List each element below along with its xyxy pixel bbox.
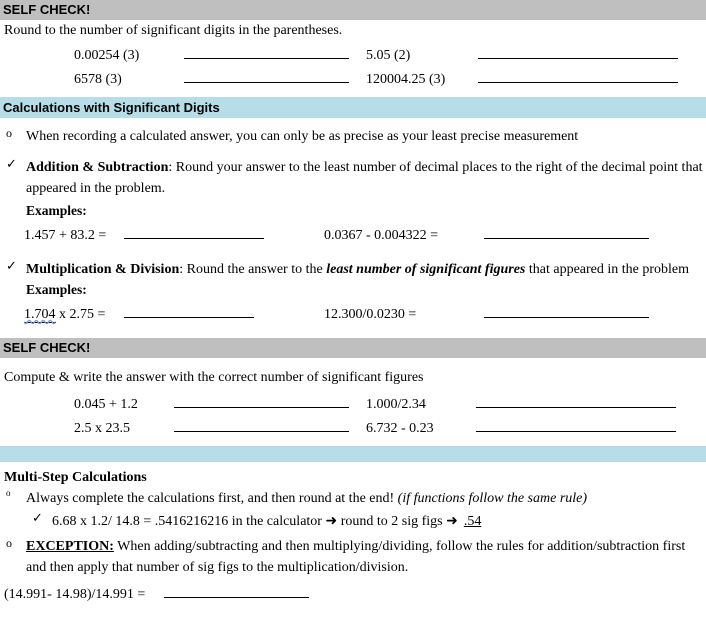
problem-row bbox=[366, 43, 678, 67]
exception-item bbox=[0, 536, 706, 578]
addition-examples bbox=[0, 223, 706, 249]
rule-body: : Round your answer to the least number of decimal places to the right of the decimal point that appeared in the problem. bbox=[26, 160, 703, 196]
answer-blank[interactable] bbox=[184, 67, 349, 83]
problem-row bbox=[14, 67, 366, 91]
example-expression: 6.68 x 1.2/ 14.8 = .5416216216 in the calculator bbox=[52, 514, 326, 529]
multi-step-item-text bbox=[26, 488, 706, 509]
calculations-intro-text: When recording a calculated answer, you can only be as precise as your least precise measurement bbox=[26, 129, 579, 144]
self-check-1-instruction: Round to the number of significant digits in the parentheses. bbox=[4, 23, 343, 38]
problem-row bbox=[366, 392, 676, 416]
answer-blank[interactable] bbox=[174, 416, 349, 432]
problem-label: 5.05 (2) bbox=[366, 48, 411, 63]
exception-label: EXCEPTION: bbox=[26, 539, 114, 554]
answer-blank[interactable] bbox=[124, 223, 264, 239]
multi-step-note: (if functions follow the same rule) bbox=[394, 491, 588, 506]
problem-label: 6.732 - 0.23 bbox=[366, 421, 434, 436]
rule-body: : Round the answer to the bbox=[179, 262, 327, 277]
answer-blank[interactable] bbox=[164, 582, 309, 598]
problem-column-left bbox=[14, 43, 366, 91]
examples-label: Examples: bbox=[26, 203, 87, 218]
bullet-icon: o bbox=[6, 126, 12, 140]
answer-blank[interactable] bbox=[174, 392, 349, 408]
multi-step-text: Always complete the calculations first, and then round at the end! bbox=[26, 491, 395, 506]
problem-label: 6578 (3) bbox=[74, 72, 122, 87]
spellcheck-term: 1.704 bbox=[24, 307, 56, 322]
exception-text bbox=[26, 536, 706, 578]
self-check-2-heading: SELF CHECK! bbox=[0, 338, 706, 358]
problem-label: 1.000/2.34 bbox=[366, 397, 426, 412]
problem-row bbox=[14, 416, 366, 440]
check-icon: ✓ bbox=[6, 259, 17, 274]
check-icon: ✓ bbox=[6, 157, 17, 172]
rule-text bbox=[26, 157, 706, 199]
final-problem-label: (14.991- 14.98)/14.991 = bbox=[4, 587, 146, 602]
problem-row bbox=[366, 416, 676, 440]
problem-label: 0.00254 (3) bbox=[74, 48, 140, 63]
example-expression bbox=[24, 307, 124, 323]
problem-column-left bbox=[14, 392, 366, 440]
answer-blank[interactable] bbox=[476, 416, 676, 432]
problem-column-right bbox=[366, 43, 678, 91]
multi-step-heading: Multi-Step Calculations bbox=[4, 470, 147, 485]
example-expression: 12.300/0.0230 = bbox=[324, 307, 417, 322]
example-expression: 1.457 + 83.2 = bbox=[24, 228, 107, 243]
rule-addition-subtraction bbox=[0, 157, 706, 199]
answer-blank[interactable] bbox=[478, 43, 678, 59]
final-problem-row bbox=[0, 582, 706, 608]
bullet-icon: o bbox=[6, 488, 11, 498]
problem-row bbox=[366, 67, 678, 91]
bullet-icon: o bbox=[6, 536, 12, 550]
rule-title: Addition & Subtraction bbox=[26, 160, 169, 175]
self-check-2-problems bbox=[0, 386, 706, 440]
example-instruction: round to 2 sig figs bbox=[337, 514, 447, 529]
answer-blank[interactable] bbox=[184, 43, 349, 59]
multi-step-example bbox=[0, 511, 706, 532]
calculations-heading: Calculations with Significant Digits bbox=[0, 97, 706, 118]
answer-blank[interactable] bbox=[124, 302, 254, 318]
example-expression: 0.0367 - 0.004322 = bbox=[324, 228, 439, 243]
rule-text bbox=[26, 259, 706, 280]
problem-label: 0.045 + 1.2 bbox=[74, 397, 138, 412]
answer-blank[interactable] bbox=[478, 67, 678, 83]
problem-label: 120004.25 (3) bbox=[366, 72, 446, 87]
rule-multiplication-division bbox=[0, 259, 706, 280]
answer-blank[interactable] bbox=[476, 392, 676, 408]
exception-body: When adding/subtracting and then multiplying/dividing, follow the rules for addition/subtraction first and then apply that number of sig figs to the multiplication/division. bbox=[26, 539, 686, 575]
example-answer: .54 bbox=[463, 514, 482, 529]
section-divider-band bbox=[0, 446, 706, 462]
arrow-icon: ➜ bbox=[446, 513, 458, 529]
multi-step-item bbox=[0, 488, 706, 509]
problem-row bbox=[14, 43, 366, 67]
problem-row bbox=[14, 392, 366, 416]
multi-step-example-text bbox=[52, 511, 706, 532]
example-expression-tail: x 2.75 = bbox=[55, 307, 106, 322]
self-check-1-heading: SELF CHECK! bbox=[0, 0, 706, 20]
self-check-1-problems bbox=[0, 39, 706, 91]
examples-label: Examples: bbox=[26, 282, 87, 297]
self-check-2-instruction: Compute & write the answer with the correct number of significant figures bbox=[4, 370, 424, 385]
problem-column-right bbox=[366, 392, 676, 440]
multiplication-examples bbox=[0, 302, 706, 328]
calculations-intro bbox=[0, 126, 706, 147]
rule-title: Multiplication & Division bbox=[26, 262, 180, 277]
answer-blank[interactable] bbox=[484, 302, 649, 318]
problem-label: 2.5 x 23.5 bbox=[74, 421, 130, 436]
rule-body-tail: that appeared in the problem bbox=[525, 262, 690, 277]
rule-emphasis: least number of significant figures bbox=[326, 262, 526, 277]
arrow-icon: ➜ bbox=[325, 513, 338, 529]
check-icon: ✓ bbox=[32, 511, 43, 526]
answer-blank[interactable] bbox=[484, 223, 649, 239]
